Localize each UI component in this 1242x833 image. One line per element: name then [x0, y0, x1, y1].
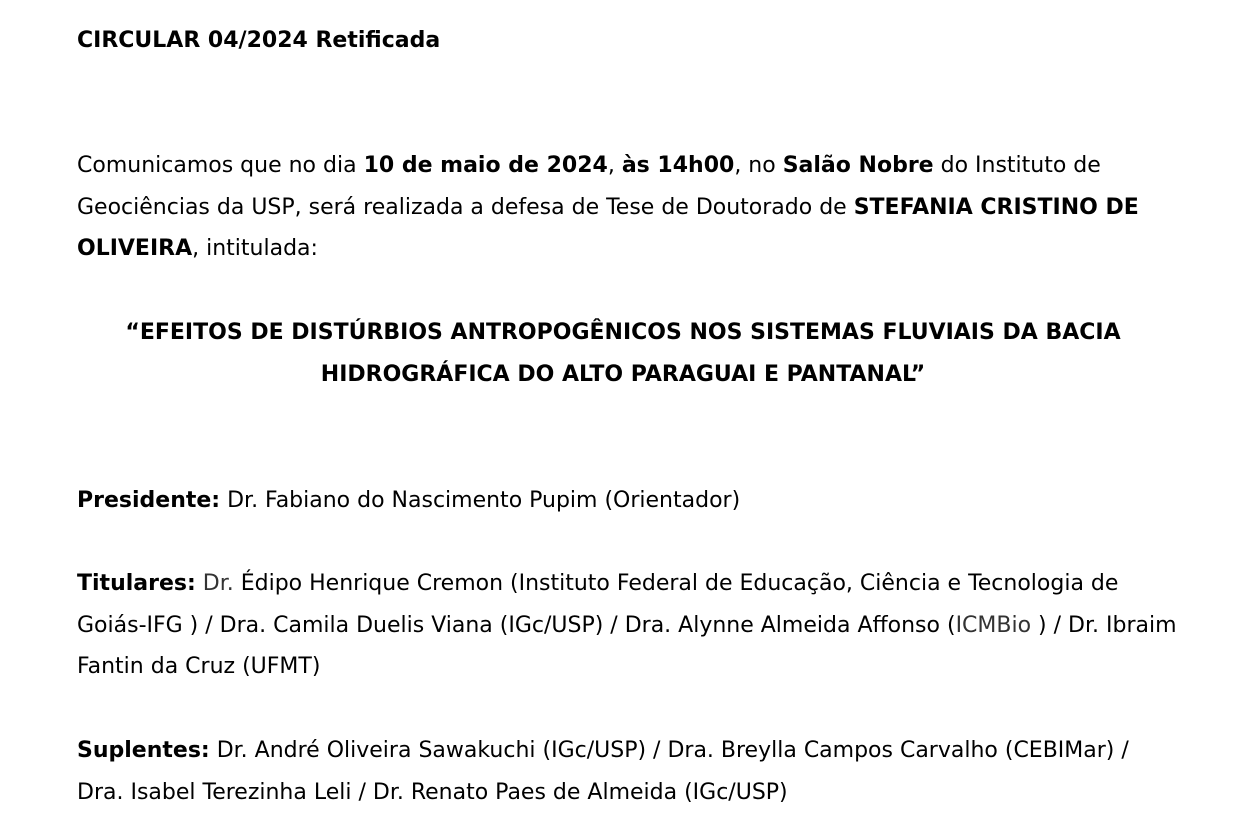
intro-text-3: , no [734, 153, 783, 178]
intro-text-4: do Instituto de Geociências da USP, será realizada a defesa de Tese de Doutorado de [77, 153, 1101, 220]
intro-text-5: , intitulada: [192, 236, 318, 261]
suplentes-value: Dr. André Oliveira Sawakuchi (IGc/USP) / Dra. Breylla Campos Carvalho (CEBIMar) / Dra. Isabel Terezinha Leli / Dr. Renato Paes de Almeida (IGc/USP) [77, 738, 1129, 805]
titulares-dr: Dr. [195, 571, 234, 596]
titulares-paragraph [77, 563, 1177, 688]
defense-date: 10 de maio de 2024 [363, 153, 608, 178]
intro-paragraph [77, 145, 1177, 270]
document-title: CIRCULAR 04/2024 Retificada [77, 28, 441, 53]
suplentes-paragraph [77, 730, 1177, 813]
defense-time: às 14h00 [621, 153, 735, 178]
intro-text-1: Comunicamos que no dia [77, 153, 364, 178]
defense-place: Salão Nobre [782, 153, 934, 178]
titulares-text-2: ) / Dr. Ibraim Fantin da Cruz (UFMT) [77, 612, 1177, 679]
thesis-title: “EFEITOS DE DISTÚRBIOS ANTROPOGÊNICOS NOS SISTEMAS FLUVIAIS DA BACIA HIDROGRÁFICA DO ALTO PARAGUAI E PANTANAL” [125, 320, 1121, 387]
president-value: Dr. Fabiano do Nascimento Pupim (Orientador) [220, 488, 741, 513]
intro-text-2: , [607, 153, 622, 178]
president-label: Presidente: [77, 488, 221, 513]
titulares-icmbio: ICMBio [955, 612, 1032, 638]
titulares-text-1: Édipo Henrique Cremon (Instituto Federal de Educação, Ciência e Tecnologia de Goiás-IFG ) / Dra. Camila Duelis Viana (IGc/USP) / Dra. Alynne Almeida Affonso ( [77, 571, 1119, 638]
candidate-name: STEFANIA CRISTINO DE OLIVEIRA [77, 194, 1139, 261]
suplentes-label: Suplentes: [77, 738, 210, 763]
president-paragraph [77, 480, 1177, 522]
titulares-label: Titulares: [77, 571, 196, 596]
